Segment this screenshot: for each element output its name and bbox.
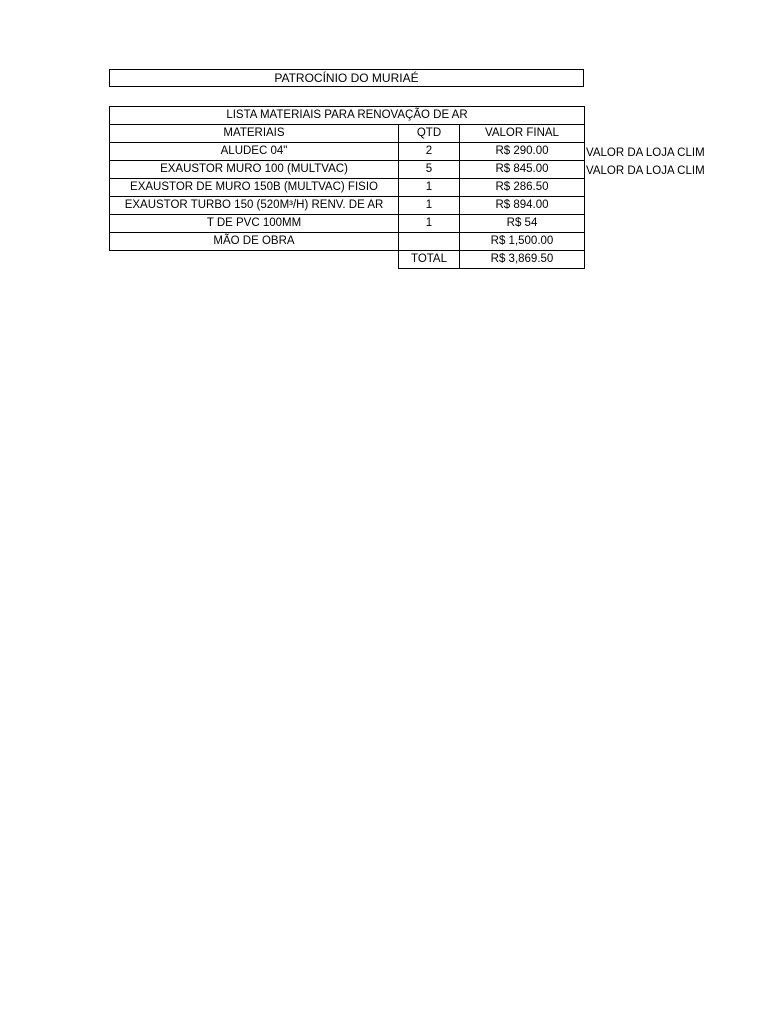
cell-qtd: 1 bbox=[399, 197, 460, 215]
cell-qtd: 2 bbox=[399, 143, 460, 161]
total-label: TOTAL bbox=[399, 251, 460, 269]
table-row bbox=[110, 179, 585, 197]
cell-qtd: 1 bbox=[399, 179, 460, 197]
table-row bbox=[110, 143, 585, 161]
cell-qtd: 1 bbox=[399, 215, 460, 233]
document-title: PATROCÍNIO DO MURIAÉ bbox=[109, 69, 584, 87]
header-materials: MATERIAIS bbox=[110, 125, 399, 143]
total-spacer bbox=[110, 251, 399, 269]
cell-material: T DE PVC 100MM bbox=[110, 215, 399, 233]
cell-material: EXAUSTOR TURBO 150 (520M³/H) RENV. DE AR bbox=[110, 197, 399, 215]
cell-valor: R$ 1,500.00 bbox=[460, 233, 585, 251]
table-row bbox=[110, 197, 585, 215]
cell-material: EXAUSTOR DE MURO 150B (MULTVAC) FISIO bbox=[110, 179, 399, 197]
table-total-row bbox=[110, 251, 585, 269]
cell-valor: R$ 290.00 bbox=[460, 143, 585, 161]
table-row bbox=[110, 215, 585, 233]
cell-qtd: 5 bbox=[399, 161, 460, 179]
cell-valor: R$ 54 bbox=[460, 215, 585, 233]
table-header-row bbox=[110, 125, 585, 143]
table-caption-row bbox=[110, 107, 585, 125]
table-row bbox=[110, 161, 585, 179]
cell-material: MÃO DE OBRA bbox=[110, 233, 399, 251]
materials-table bbox=[109, 106, 585, 269]
table-caption: LISTA MATERIAIS PARA RENOVAÇÃO DE AR bbox=[110, 107, 585, 125]
side-note: VALOR DA LOJA CLIM bbox=[586, 165, 705, 177]
side-note: VALOR DA LOJA CLIM bbox=[586, 147, 705, 159]
cell-valor: R$ 894.00 bbox=[460, 197, 585, 215]
cell-qtd bbox=[399, 233, 460, 251]
cell-valor: R$ 286.50 bbox=[460, 179, 585, 197]
header-qtd: QTD bbox=[399, 125, 460, 143]
total-value: R$ 3,869.50 bbox=[460, 251, 585, 269]
cell-material: EXAUSTOR MURO 100 (MULTVAC) bbox=[110, 161, 399, 179]
table-row bbox=[110, 233, 585, 251]
cell-valor: R$ 845.00 bbox=[460, 161, 585, 179]
cell-material: ALUDEC 04" bbox=[110, 143, 399, 161]
header-valor-final: VALOR FINAL bbox=[460, 125, 585, 143]
